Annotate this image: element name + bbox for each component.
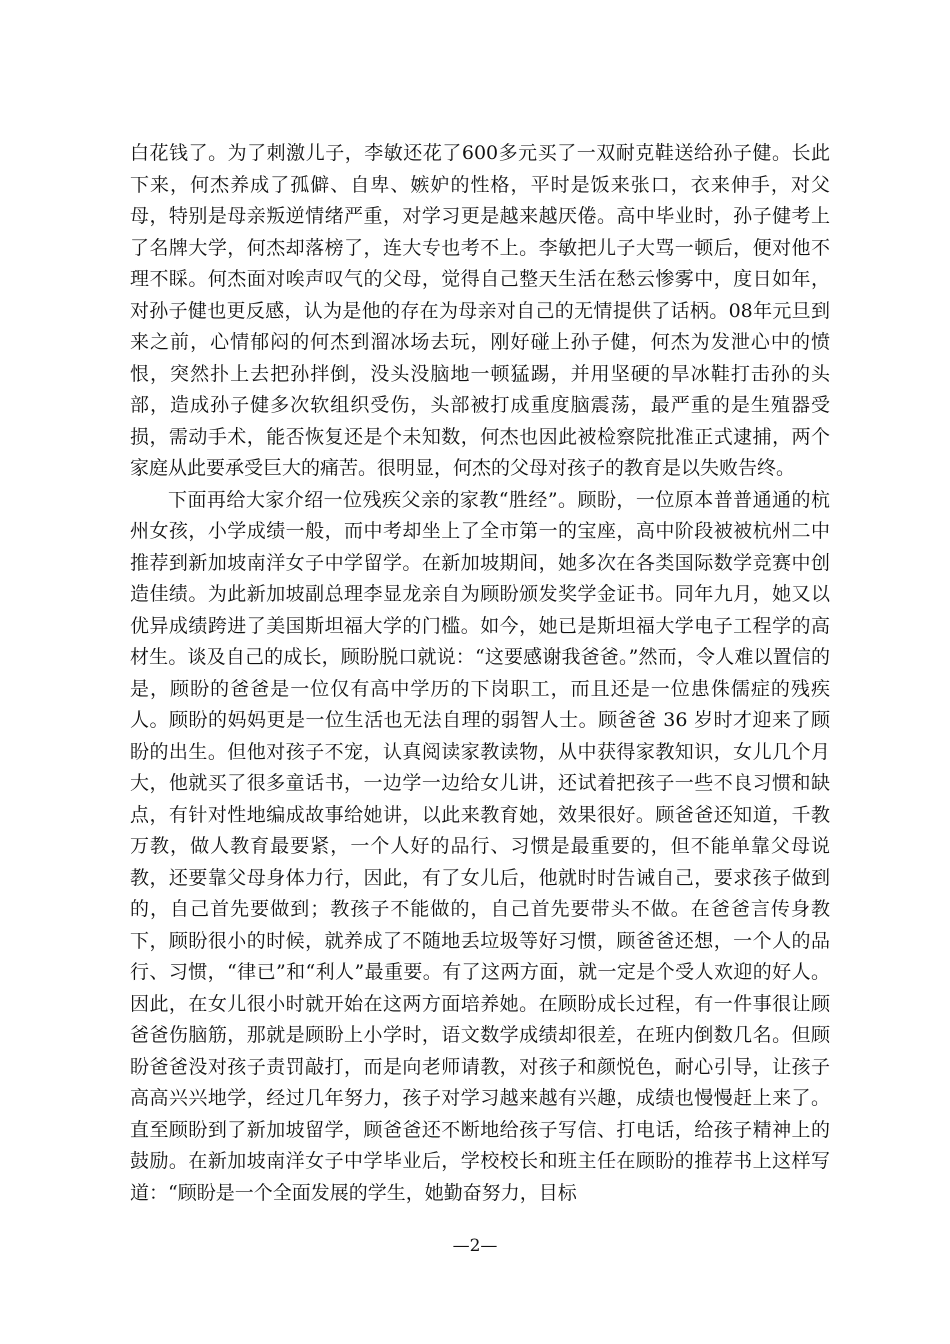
paragraph-1: 白花钱了。为了刺激儿子，李敏还花了600多元买了一双耐克鞋送给孙子健。长此下来，何杰养成了孤僻、自卑、嫉妒的性格，平时是饭来张口，衣来伸手，对父母，特别是母亲叛逆情绪严重，对学习更是越来越厌倦。高中毕业时，孙子健考上了名牌大学，何杰却落榜了，连大专也考不上。李敏把儿子大骂一顿后，便对他不理不睬。何杰面对唉声叹气的父母，觉得自己整天生活在愁云惨雾中，度日如年，对孙子健也更反感，认为是他的存在为母亲对自己的无情提供了话柄。08年元旦到来之前，心情郁闷的何杰到溜冰场去玩，刚好碰上孙子健，何杰为发泄心中的愤恨，突然扑上去把孙拌倒，没头没脑地一顿猛踢，并用坚硬的旱冰鞋打击孙的头部，造成孙子健多次软组织受伤，头部被打成重度脑震荡，最严重的是生殖器受损，需动手术，能否恢复还是个未知数，何杰也因此被检察院批准正式逮捕，两个家庭从此要承受巨大的痛苦。很明显，何杰的父母对孩子的教育是以失败告终。 bbox=[130, 142, 830, 479]
page-number: —2— bbox=[452, 1236, 498, 1256]
paragraph-2: 下面再给大家介绍一位残疾父亲的家教“胜经”。顾盼，一位原本普普通通的杭州女孩，小学成绩一般，而中考却坐上了全市第一的宝座，高中阶段被被杭州二中推荐到新加坡南洋女子中学留学。在新加坡期间，她多次在各类国际数学竞赛中创造佳绩。为此新加坡副总理李显龙亲自为顾盼颁发奖学金证书。同年九月，她又以优异成绩跨进了美国斯坦福大学的门槛。如今，她已是斯坦福大学电子工程学的高材生。谈及自己的成长，顾盼脱口就说：“这要感谢我爸爸。”然而，令人难以置信的是，顾盼的爸爸是一位仅有高中学历的下岗职工，而且还是一位患侏儒症的残疾人。顾盼的妈妈更是一位生活也无法自理的弱智人士。顾爸爸 36 岁时才迎来了顾盼的出生。但他对孩子不宠，认真阅读家教读物，从中获得家教知识，女儿几个月大，他就买了很多童话书，一边学一边给女儿讲，还试着把孩子一些不良习惯和缺点，有针对性地编成故事给她讲，以此来教育她，效果很好。顾爸爸还知道，千教万教，做人教育最要紧，一个人好的品行、习惯是最重要的，但不能单靠父母说教，还要靠父母身体力行，因此，有了女儿后，他就时时告诫自己，要求孩子做到的，自己首先要做到；教孩子不能做的，自己首先要带头不做。在爸爸言传身教下，顾盼很小的时候，就养成了不随地丢垃圾等好习惯，顾爸爸还想，一个人的品行、习惯，“律已”和“利人”最重要。有了这两方面，就一定是个受人欢迎的好人。因此，在女儿很小时就开始在这两方面培养她。在顾盼成长过程，有一件事很让顾爸爸伤脑筋，那就是顾盼上小学时，语文数学成绩却很差，在班内倒数几名。但顾盼爸爸没对孩子责罚敲打，而是向老师请教，对孩子和颜悦色，耐心引导，让孩子高高兴兴地学，经过几年努力，孩子对学习越来越有兴趣，成绩也慢慢赶上来了。直至顾盼到了新加坡留学，顾爸爸还不断地给孩子写信、打电话，给孩子精神上的鼓励。在新加坡南洋女子中学毕业后，学校校长和班主任在顾盼的推荐书上这样写道：“顾盼是一个全面发展的学生，她勤奋努力，目标 bbox=[130, 488, 830, 1204]
document-body bbox=[130, 138, 830, 1209]
